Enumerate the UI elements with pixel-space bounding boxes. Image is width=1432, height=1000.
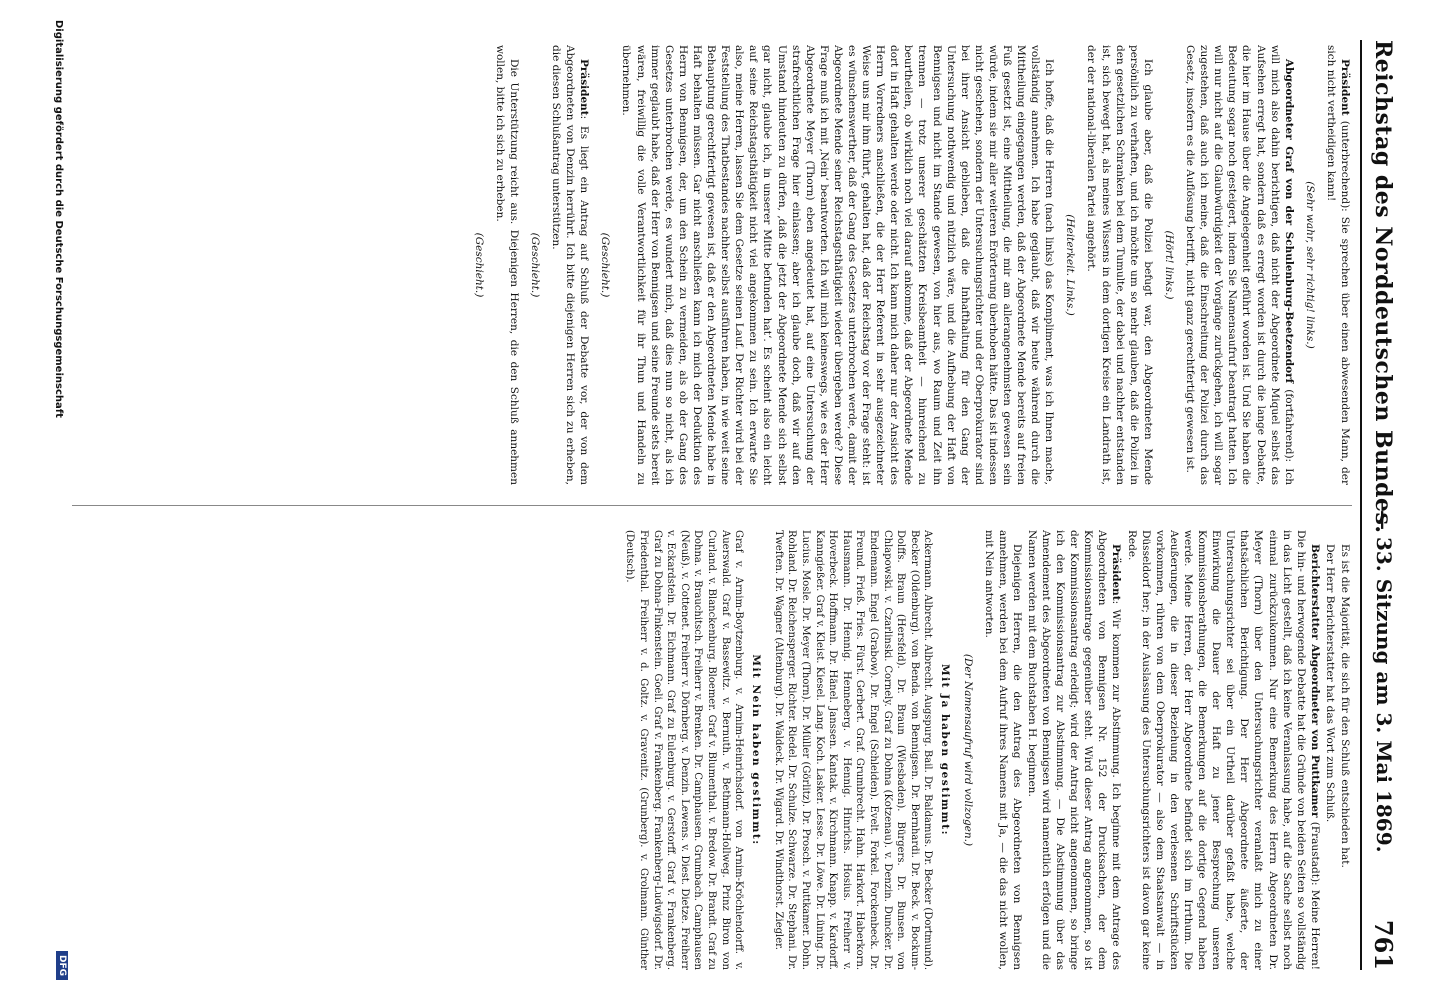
speech-paragraph — [619, 45, 1056, 485]
stage-direction: (Heiterkeit. Links.) — [1064, 214, 1077, 316]
speech-text: Ich hoffe, daß die Herren (nach links) das Kompliment, was ich Ihnen mache, vollständig annehmen. Ich habe geglaubt, daß wir heute während durch die Mittheilung eingegangen werden, daß der Abgeordnete Mende bereits auf freien Fuß gesetzt ist, eine Mittheilung, die mir am allerangenehmsten gewesen sein würde, indem sie mir aller weiteren Erörterung überhoben hätte. Das ist indessen nicht geschehen, sondern der Untersuchungsrichter und der Oberprokurator sind bei ihrer Ansicht geblieben, daß die Inhafthaltung für den Gang der Untersuchung nothwendig und nützlich wäre, und die Aufhebung der Haft von Bennigsen und nicht im Stande gewesen, von hier aus, wo Raum und Zeit ihn trennen — trotz unserer geschätzten Kreisbeamtheit — hinreichend zu beurtheilen, ob wirklich noch viel darauf ankomme, daß der Abgeordnete Mende dort in Haft gehalten werde oder nicht. Ich kann mich daher nur der Ansicht des Herrn Vorredners anschließen, die der Herr Referent in sehr ausgezeichneter Weise uns mir ihm führt, gehalten hat, daß der Reichstag vor der Frage steht: ist es wünschenswerther, daß der Gang des Gesetzes unterbrochen werde, damit der Abgeordnete Mende seiner Reichstagsthätigkeit wieder übergeben werde? Diese Frage muß ich mit ‚Nein‘ beantworten. Ich will mich keineswegs, wie es der Herr Abgeordnete Meyer (Thorn) eben angedeutet hat, auf eine Untersuchung der strafrechtlichen Frage hier einlassen; aber ich glaube doch, daß wir auf den Umstand hindeuten zu dürfen, ‚daß die jetzt der Abgeordnete Mende sich selbst gar nicht, glaube ich, in unserer Mitte befunden hat‘. Es scheint also ein leicht auf seine Reichstagsthätigkeit nicht viel angekommen zu sein. Ich erwarte Sie also, meine Herren, lassen Sie dem Gesetze seinen Lauf. Der Richter wird bei der Feststellung des Thatbestandes nachher selbst ausführen haben, in wie weit seine Behauptung gerechtfertigt gewesen ist, daß er den Abgeordneten Mende habe in Haft behalten müssen. Gar nicht anschließen kann ich mich der Deduktion des Herrn von Bennigsen, der, um den Schein zu vermeiden, als ob der Gang des Gesetzes unterbrochen werde, es wundert mich, daß dies nun so nicht, als ich immer geglaubt habe, daß der Herr von Bennigsen und seine Freunde stets bereit wären, freiwillig die volle Verantwortlichkeit für ihr Thun und Handeln zu übernehmen. — [620, 45, 1056, 485]
stage-direction: (Hört! links.) — [1162, 230, 1175, 300]
vote-heading: Mit Nein haben gestimmt: — [750, 654, 763, 846]
dfg-logo: DFG — [56, 951, 68, 980]
speech-paragraph — [1125, 530, 1322, 970]
speaker-name: Präsident — [578, 59, 591, 116]
speech-paragraph — [1183, 45, 1296, 485]
right-column — [622, 530, 1352, 970]
speech-paragraph — [1084, 45, 1154, 485]
left-column — [465, 45, 1352, 485]
speech-paragraph — [1338, 530, 1352, 970]
page-header — [1362, 40, 1402, 970]
speech-text: : Wir kommen zur Abstimmung. Ich beginne mit dem Antrage des Abgeordneten von Bennigsen Nr. 152 der Drucksachen, der dem Kommissionsantrage gegenüber steht. Wird dieser Antrag angenommen, so ist der Kommissionsantrag erledigt; wird der Antrag nicht angenommen, so bringe ich den Kommissionsantrag zur Abstimmung. — Die Abstimmung über das Amendement des Abgeordneten von Bennigsen wird namentlich erfolgen und die Namen werden mit dem Buchstaben H. beginnen. — [1025, 530, 1123, 970]
page-number: 761 — [1369, 919, 1398, 970]
speech-text: Die Unterstützung reicht aus. Diejenigen Herren, die den Schluß annehmen wollen, bitte ich sich zu erheben. — [493, 45, 520, 485]
stage-direction: (Der Namensaufruf wird vollzogen.) — [961, 653, 974, 847]
vote-name-list: Graf v. Arnim-Boytzenburg. v. Arnim-Heinrichsdorf. von Arnim-Kröchlendorff. v. Auerswald. Graf v. Bassewitz. v. Bernuth. v. Bethmann-Hollweg. Prinz Biron von Curland. v. Blanckenburg. Bloemer. Graf v. Blumenthal. v. Bredow. Dr. Brandt. Graf zu Dohna. v. Brauchitsch. Freiherr v. Brenken. Dr. Camphausen. Grumbach. Camphausen (Neuß). v. Cottenet. Freiherr v. Dörnberg. v. Denzin. Lewens. v. Diest. Dietze. Freiherr v. Eckardstein. Dr. Eichmann. Graf zu Eulenburg. v. Gerstorff. Graf v. Frankenberg. Graf zu Dohna-Finkenstein. Goeli. Graf v. Frankenberg. Frankenberg-Ludwigsdorf. Dr. Friedenthal. Freiherr v. d. Goltz. v. Gravenitz. (Grunberg). v. Grolmann. Günther (Deutsch). — [624, 530, 745, 970]
speech-text: : Es liegt ein Antrag auf Schluß der Debatte vor, der von dem Abgeordneten von Denzin herrührt. Ich bitte diejenigen Herren sich zu erheben, die diesen Schlußantrag unterstützen. — [550, 45, 591, 485]
column-divider — [72, 505, 1352, 506]
speaker-name: Präsident — [1110, 544, 1123, 601]
header-rule — [1360, 40, 1362, 970]
speech-paragraph — [1323, 530, 1337, 970]
stage-direction: (Sehr wahr, sehr richtig! links.) — [1303, 181, 1316, 349]
speech-paragraph — [493, 45, 521, 485]
stage-direction: (Geschieht.) — [599, 232, 612, 298]
speech-text: (fortfahrend): Ich will mich also dahin berichtigen, daß nicht der Abgeordnete Miquel selbst das Aufsehen erregt hat, sondern daß es erregt worden ist durch die lange Debatte, die hier im Hause über die Angelegenheit geführt worden ist. Und Sie haben die Bedeutung sogar noch gesteigert, indem Sie Namensaufruf beantragt hatten. Ich will nur nicht auf die Glaubwürdigkeit der Vorgänge zurückgehen, ich will sogar zugestehen, daß auch ich meine, daß die Einschreitung der Polizei durch das Gesetz, insofern es die Auflösung betrifft, nicht ganz gerechtfertigt gewesen ist. — [1184, 45, 1295, 485]
digitization-credit — [32, 20, 72, 980]
stage-direction: (Geschieht.) — [529, 232, 542, 298]
stage-direction: (Geschieht.) — [472, 232, 485, 298]
speech-text: (Fraustadt): Meine Herren! Die hin- und herwogende Debatte hat die Gründe von beiden Seiten so vollständig in das Licht gestellt, daß ich keine Veranlassung habe, auf die Sache selbst noch einmal zurückzukommen. Nur eine Bemerkung des Herrn Abgeordneten Dr. Meyer (Thorn) über den Untersuchungsrichter veranlaßt mich zu einer thatsächlichen Berichtigung. Der Herr Abgeordnete äußerte, der Untersuchungsrichter sei über ein Urtheil darüber gefaßt habe, welche Einwirkung die Dauer der Haft zu jener Besprechung unseren Kommissionsberathungen, die Bemerkungen auf die dortige Gegend haben werde. Meine Herren, der Herr Abgeordnete befindet sich im Irrthum. Die Aeußerungen, die in dieser Beziehung in den verlesenen Schriftstücken vorkommen, rühren von dem Oberprokurator — also dem Staatsanwalt — in Düsseldorf her; in der Auslassung des Untersuchungsrichters ist davon gar keine Rede. — [1125, 530, 1321, 970]
speech-paragraph — [1025, 530, 1124, 970]
vote-heading: Mit Ja haben gestimmt: — [939, 663, 952, 836]
speaker-name: Präsident — [1339, 59, 1351, 116]
speech-text: Ich glaube aber, daß die Polizei befugt war, den Abgeordneten Mende persönlich zu verhaften, und ich möchte um so mehr glauben, daß die Polizei in den gesetzlichen Schranken bei dem Tumulte, der dabei und nachher entstanden ist, sich bewegt hat, als meines Wissens in dem dortigen Kreise ein Landrath ist, der der national-liberalen Partei angehört. — [1085, 45, 1154, 485]
speech-paragraph — [1324, 45, 1352, 485]
speech-paragraph — [982, 530, 1024, 970]
speech-text: Diejenigen Herren, die den Antrag des Abgeordneten von Bennigsen annehmen, werden bei dem Aufruf ihres Namens mit Ja, — die das nicht wollen, mit Nein antworten. — [982, 530, 1023, 970]
speaker-name: Berichterstatter Abgeordneter von Puttkamer — [1308, 544, 1321, 818]
session-title: — 33. Sitzung am 3. Mai 1869. — [1372, 510, 1396, 853]
credit-text: Digitalisierung gefördert durch die Deutsche Forschungsgemeinschaft — [53, 20, 64, 418]
speech-text: (unterbrechend): Sie sprechen über einen abwesenden Mann, der sich nicht vertheidigen kann! — [1324, 45, 1351, 485]
speaker-name: Abgeordneter Graf von der Schulenburg-Beetzendorf — [1282, 59, 1295, 384]
speech-text: Der Herr Berichterstatter hat das Wort zum Schluß. — [1323, 544, 1336, 823]
journal-title: Reichstag des Norddeutschen Bundes. — [1370, 40, 1396, 534]
vote-name-list: Ackermann. Albrecht. Albrecht. Augspurg. Bail. Dr. Baldamus. Dr. Becker (Dortmund). Becker (Oldenburg). von Benda. von Bennigsen. Dr. Bernhardi. Dr. Beck. v. Bockum-Dolffs. Braun (Hersfeld). Dr. Braun (Wiesbaden). Bürgers. Dr. Bunsen. von Chlapowski. v. Czarlinski. Cornely. Graf zu Dohna (Kotzenau). v. Denzin. Duncker. Dr. Endemann. Engel (Grabow). Dr. Engel (Schleiden). Evelt. Forkel. Forckenbeck. Dr. Freund. Frieß. Fries. Fürst. Gerbert. Graf. Grumbrecht. Hahn. Harkort. Haberkorn. Hausmann. Dr. Hennig. Henneberg. v. Hennig. Hinrichs. Hosius. Freiherr v. Hoverbeck. Hoffmann. Dr. Hänel. Janssen. Kantak. v. Kirchmann. Knapp. v. Kardorff. Kanngießer. Graf v. Kleist. Kiesel. Lang. Koch. Lasker. Lesse. Dr. Löwe. Dr. Lüning. Dr. Lucius. Mosle. Dr. Meyer (Thorn). Dr. Müller (Görlitz). Dr. Prosch. v. Puttkamer. Dohn. Rohland. Dr. Reichensperger. Richter. Riedel. Dr. Schulze. Schwarze. Dr. Stephani. Dr. Tweften. Dr. Wagner (Altenburg). Dr. Waldeck. Dr. Wigard. Dr. Windthorst. Ziegler. — [772, 530, 934, 970]
speech-paragraph — [549, 45, 591, 485]
speech-text: Es ist die Majorität, die sich für den Schluß entschieden hat. — [1339, 544, 1351, 868]
